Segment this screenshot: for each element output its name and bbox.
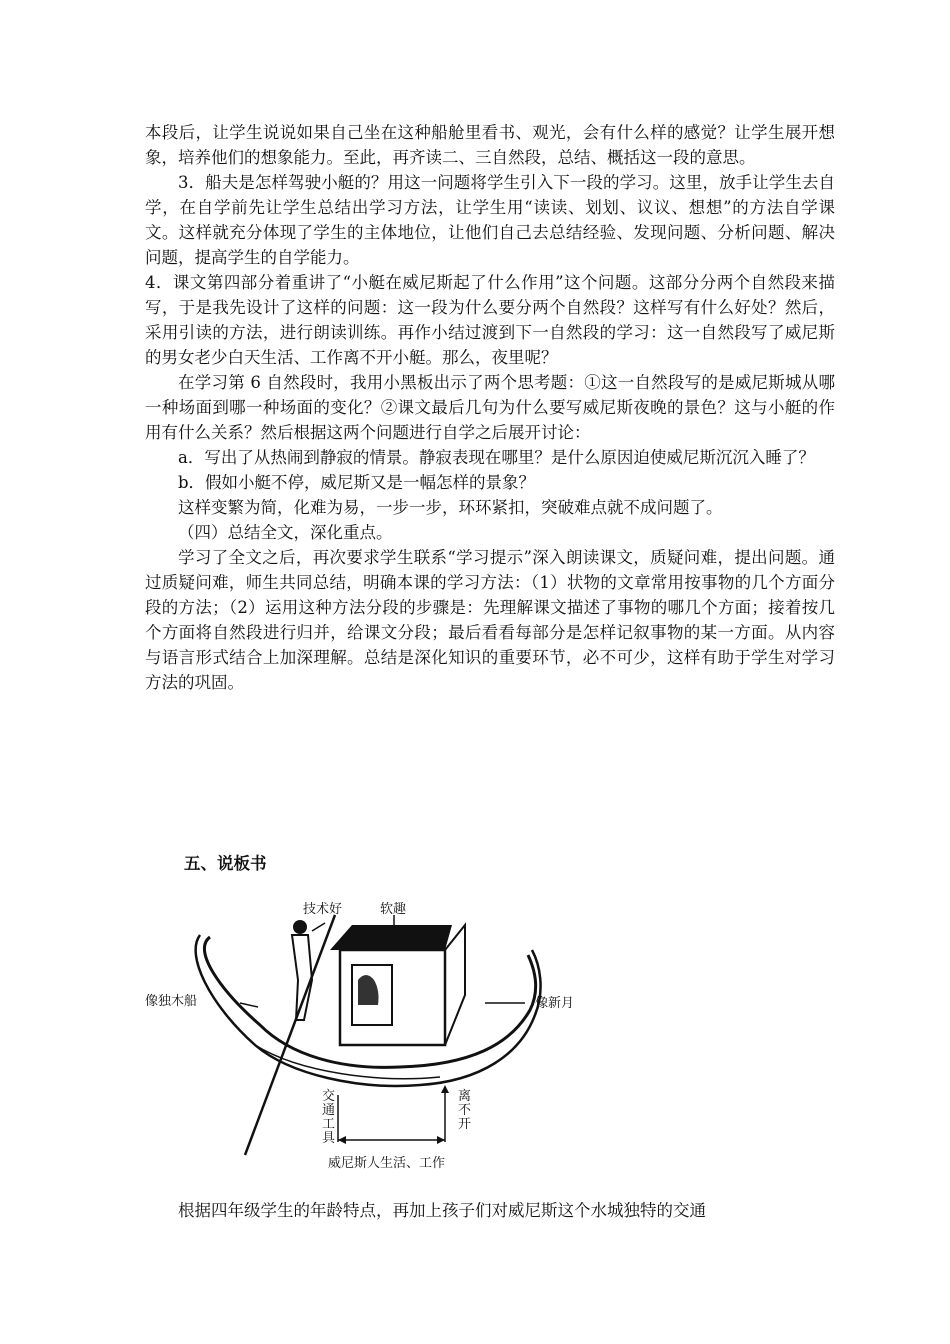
gondola-illustration <box>140 895 590 1185</box>
paragraph: 4．课文第四部分着重讲了“小艇在威尼斯起了什么作用”这个问题。这部分分两个自然段来描写，于是我先设计了这样的问题：这一段为什么要分两个自然段？这样写有什么好处？然后，采用引读的方法，进行朗读训练。再作小结过渡到下一自然段的学习：这一自然段写了威尼斯的男女老少白天生活、工作离不开小艇。那么，夜里呢？ <box>145 273 835 367</box>
label-transport-3: 工 <box>322 1117 336 1132</box>
label-inseparable-1: 离 <box>458 1089 472 1104</box>
paragraph: 本段后，让学生说说如果自己坐在这种船舱里看书、观光，会有什么样的感觉？让学生展开想象，培养他们的想象能力。至此，再齐读二、三自然段，总结、概括这一段的意思。 <box>145 123 835 167</box>
label-comfort: 软趣 <box>380 902 407 917</box>
paragraph: 这样变繁为简，化难为易，一步一步，环环紧扣，突破难点就不成问题了。 <box>178 498 723 517</box>
label-canoe: 像独木船 <box>145 994 198 1009</box>
paragraph: 3．船夫是怎样驾驶小艇的？用这一问题将学生引入下一段的学习。这里，放手让学生去自学，在自学前先让学生总结出学习方法，让学生用“读读、划划、议议、想想”的方法自学课文。这样就充分体现了学生的主体地位，让他们自己去总结经验、发现问题、分析问题、解决问题，提高学生的自学能力。 <box>145 173 835 267</box>
blackboard-diagram <box>140 895 590 1185</box>
label-transport-2: 通 <box>322 1103 336 1118</box>
paragraph: b．假如小艇不停，威尼斯又是一幅怎样的景象？ <box>178 473 536 492</box>
section-heading: 五、说板书 <box>184 854 267 873</box>
label-transport-4: 具 <box>322 1131 336 1146</box>
label-moon: 像新月 <box>535 996 575 1011</box>
paragraph: a．写出了从热闹到静寂的情景。静寂表现在哪里？是什么原因迫使威尼斯沉沉入睡了？ <box>178 448 815 467</box>
paragraph: 学习了全文之后，再次要求学生联系“学习提示”深入朗读课文，质疑问难，提出问题。通过质疑问难，师生共同总结，明确本课的学习方法：（1）状物的文章常用按事物的几个方面分段的方法；（2）运用这种方法分段的步骤是：先理解课文描述了事物的哪几个方面；接着按几个方面将自然段进行归并，给课文分段；最后看看每部分是怎样记叙事物的某一方面。从内容与语言形式结合上加深理解。总结是深化知识的重要环节，必不可少，这样有助于学生对学习方法的巩固。 <box>145 548 835 692</box>
label-inseparable-3: 开 <box>458 1117 472 1132</box>
paragraph: 在学习第 6 自然段时，我用小黑板出示了两个思考题：①这一自然段写的是威尼斯城从哪一种场面到哪一种场面的变化？②课文最后几句为什么要写威尼斯夜晚的景色？这与小艇的作用有什么关系？然后根据这两个问题进行自学之后展开讨论： <box>145 373 835 442</box>
body-text <box>145 120 835 695</box>
paragraph: （四）总结全文，深化重点。 <box>178 523 393 542</box>
label-skill: 技术好 <box>303 902 343 917</box>
paragraph-last: 根据四年级学生的年龄特点，再加上孩子们对威尼斯这个水城独特的交通 <box>178 1201 706 1220</box>
label-life: 威尼斯人生活、工作 <box>328 1156 446 1171</box>
label-inseparable-2: 不 <box>458 1103 472 1118</box>
label-transport-1: 交 <box>322 1089 336 1104</box>
